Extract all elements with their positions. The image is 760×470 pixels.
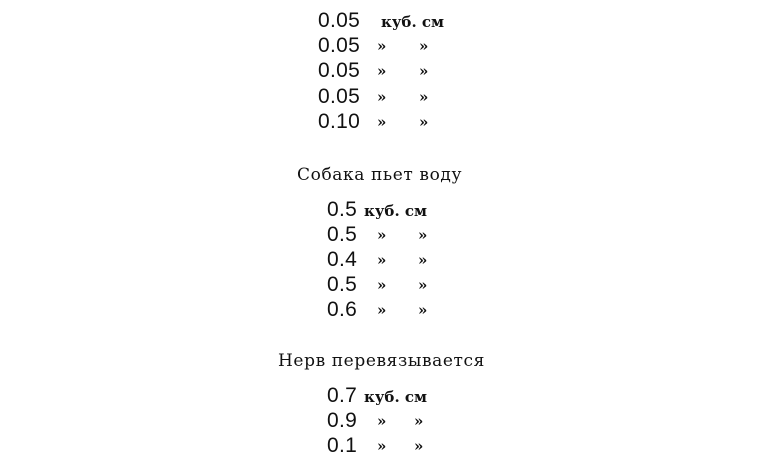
ditto-mark: » — [419, 88, 429, 106]
value-number: 0.05 — [318, 85, 361, 108]
ditto-mark: » — [377, 412, 387, 430]
ditto-mark: » — [377, 37, 387, 55]
section-2-values — [327, 198, 447, 324]
section-heading-dog-drinks: Собака пьет воду — [297, 165, 463, 185]
ditto-mark: » — [377, 301, 387, 319]
value-number: 0.05 — [318, 34, 361, 57]
ditto-mark: » — [377, 276, 387, 294]
ditto-mark: » — [377, 62, 387, 80]
value-number: 0.9 — [327, 409, 358, 432]
value-number: 0.10 — [318, 110, 361, 133]
value-number: 0.5 — [327, 223, 358, 246]
value-number: 0.5 — [327, 273, 358, 296]
section-3-values — [327, 384, 447, 462]
value-number: 0.1 — [327, 434, 358, 457]
ditto-mark: » — [418, 226, 428, 244]
value-unit: куб. см — [364, 388, 428, 406]
ditto-mark: » — [414, 437, 424, 455]
section-1-values — [318, 9, 458, 139]
value-unit: куб. см — [381, 13, 445, 31]
ditto-mark: » — [419, 37, 429, 55]
ditto-mark: » — [418, 301, 428, 319]
section-heading-nerve-ligated: Нерв перевязывается — [278, 351, 485, 371]
ditto-mark: » — [418, 251, 428, 269]
value-number: 0.4 — [327, 248, 358, 271]
value-number: 0.05 — [318, 59, 361, 82]
ditto-mark: » — [377, 226, 387, 244]
value-number: 0.7 — [327, 384, 358, 407]
value-number: 0.6 — [327, 298, 358, 321]
ditto-mark: » — [414, 412, 424, 430]
ditto-mark: » — [419, 62, 429, 80]
ditto-mark: » — [418, 276, 428, 294]
ditto-mark: » — [419, 113, 429, 131]
value-number: 0.05 — [318, 9, 361, 32]
ditto-mark: » — [377, 251, 387, 269]
ditto-mark: » — [377, 88, 387, 106]
ditto-mark: » — [377, 113, 387, 131]
value-number: 0.5 — [327, 198, 358, 221]
value-unit: куб. см — [364, 202, 428, 220]
ditto-mark: » — [377, 437, 387, 455]
